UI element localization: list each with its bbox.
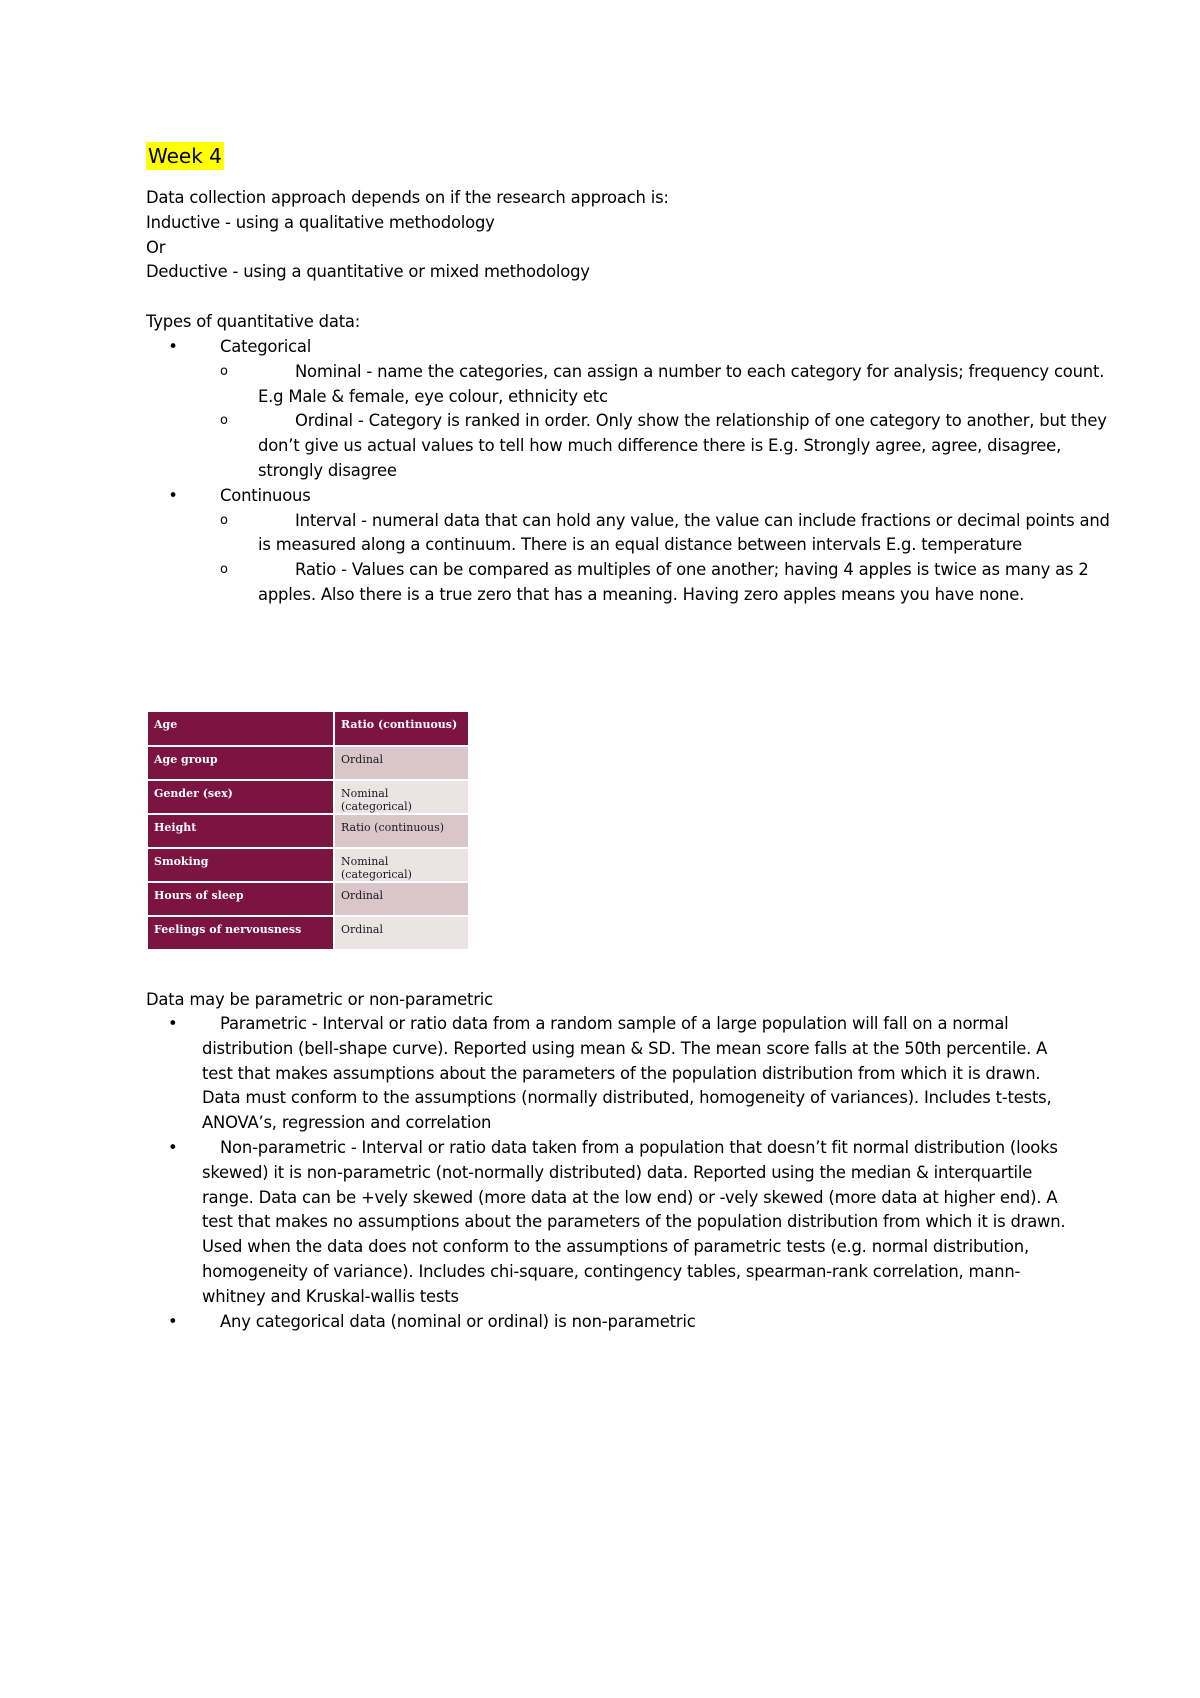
table-cell-variable: Age <box>148 712 334 746</box>
variable-type-table <box>148 712 468 951</box>
list-item-text: Non-parametric - Interval or ratio data taken from a population that doesn’t fit normal distribution (looks skewed) it is non-parametric (not-normally distributed) data. Reported using the median & interquartile range. Data can be +vely skewed (more data at the low end) or -vely skewed (more data at higher end). A test that makes no assumptions about the parameters of the population distribution from which it is drawn. Used when the data does not conform to the assumptions of parametric tests (e.g. normal distribution, homogeneity of variance). Includes chi-square, contingency tables, spearman-rank correlation, mann-whitney and Kruskal-wallis tests <box>202 1137 1066 1306</box>
list-item-text: Ordinal - Category is ranked in order. Only show the relationship of one category to another, but they don’t give us actual values to tell how much difference there is E.g. Strongly agree, agree, disagree, strongly disagree <box>258 411 1107 480</box>
list-item-categorical <box>168 335 1110 484</box>
list-item-label: Categorical <box>220 337 312 356</box>
table-cell-type: Nominal (categorical) <box>334 780 468 814</box>
table-row <box>148 916 468 950</box>
bullet-icon: • <box>168 1311 178 1331</box>
list-item <box>168 1136 1082 1310</box>
list-item-text: Interval - numeral data that can hold any value, the value can include fractions or decimal points and is measured along a continuum. There is an equal distance between intervals E.g. temperature <box>258 510 1110 555</box>
bullet-icon: • <box>168 1014 178 1033</box>
types-heading: Types of quantitative data: <box>146 312 361 331</box>
table-cell-variable: Age group <box>148 746 334 780</box>
intro-line: Data collection approach depends on if the research approach is: <box>146 188 669 207</box>
circle-bullet-icon: o <box>220 562 228 578</box>
sub-list-item-interval <box>148 509 1110 559</box>
table-cell-variable: Hours of sleep <box>148 882 334 916</box>
intro-line: Deductive - using a quantitative or mixed methodology <box>146 262 590 282</box>
sub-list-item-nominal <box>148 360 1110 410</box>
table-cell-type: Ratio (continuous) <box>334 814 468 848</box>
table-cell-variable: Feelings of nervousness <box>148 916 334 950</box>
table-row <box>148 780 468 814</box>
table-cell-variable: Gender (sex) <box>148 780 334 814</box>
table-cell-type: Ordinal <box>334 746 468 780</box>
bullet-icon: • <box>168 337 178 356</box>
intro-paragraph <box>146 186 1106 285</box>
circle-bullet-icon: o <box>220 413 228 429</box>
circle-bullet-icon: o <box>220 363 228 379</box>
list-item-text: Nominal - name the categories, can assign a number to each category for analysis; frequency count. E.g Male & female, eye colour, ethnicity etc <box>258 361 1105 406</box>
list-item-text: Any categorical data (nominal or ordinal) is non-parametric <box>220 1311 696 1331</box>
sub-list <box>148 509 1110 608</box>
table-cell-type: Nominal (categorical) <box>334 848 468 882</box>
table-cell-type: Ordinal <box>334 916 468 950</box>
page-title: Week 4 <box>148 144 222 168</box>
table-row <box>148 814 468 848</box>
list-item-text: Ratio - Values can be compared as multiples of one another; having 4 apples is twice as many as 2 apples. Also there is a true zero that has a meaning. Having zero apples means you have none. <box>258 560 1089 604</box>
table-row <box>148 746 468 780</box>
table-cell-variable: Height <box>148 814 334 848</box>
bullet-icon: • <box>168 1137 178 1157</box>
parametric-list <box>168 1012 1082 1334</box>
table-cell-type: Ordinal <box>334 882 468 916</box>
intro-line: Or <box>146 237 166 257</box>
table-cell-variable: Smoking <box>148 848 334 882</box>
sub-list <box>148 360 1110 484</box>
sub-list-item-ordinal <box>148 409 1110 483</box>
list-item-text: Parametric - Interval or ratio data from a random sample of a large population will fall on a normal distribution (bell-shape curve). Reported using mean & SD. The mean score falls at the 50th percentile. A test that makes assumptions about the parameters of the population distribution from which it is drawn. Data must conform to the assumptions (normally distributed, homogeneity of variances). Includes t-tests, ANOVA’s, regression and correlation <box>202 1014 1052 1133</box>
list-item-label: Continuous <box>220 485 311 505</box>
bullet-icon: • <box>168 485 178 505</box>
intro-line: Inductive - using a qualitative methodology <box>146 212 495 232</box>
table-cell-type: Ratio (continuous) <box>334 712 468 746</box>
table-row <box>148 848 468 882</box>
circle-bullet-icon: o <box>220 512 228 528</box>
types-list <box>168 335 1110 608</box>
parametric-heading: Data may be parametric or non-parametric <box>146 990 493 1009</box>
list-item-continuous <box>168 484 1110 608</box>
list-item <box>168 1310 1082 1335</box>
table-row <box>148 882 468 916</box>
sub-list-item-ratio <box>148 558 1110 608</box>
list-item <box>168 1012 1082 1136</box>
table-row <box>148 712 468 746</box>
